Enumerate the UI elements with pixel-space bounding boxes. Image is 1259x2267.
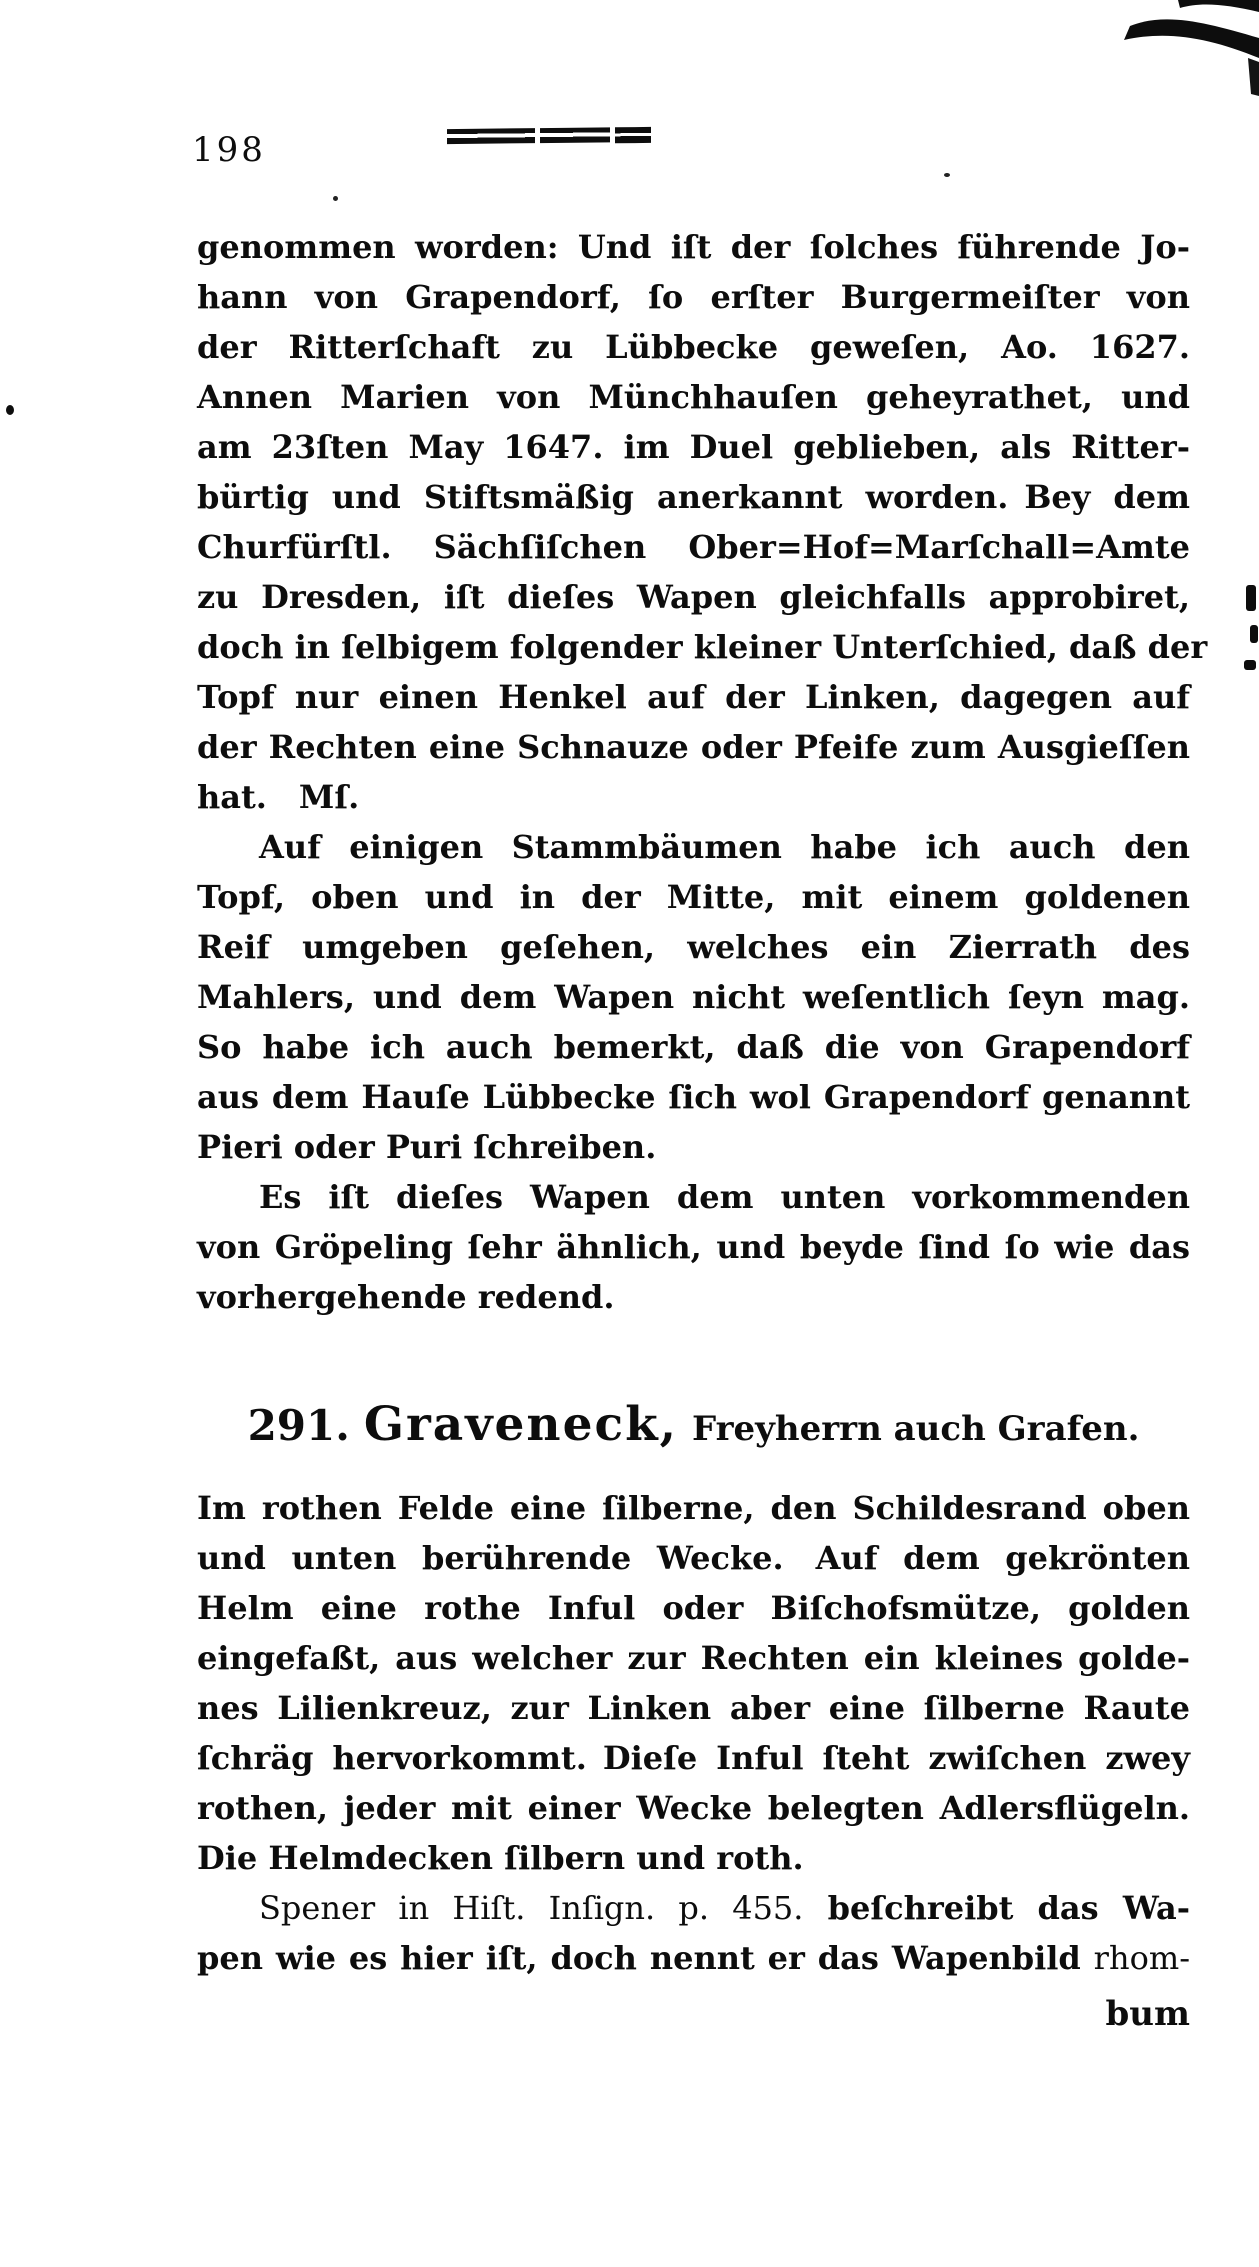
roman-text: rhom- [1093,1939,1190,1977]
text-line: Churfürſtl. Sächſiſchen Ober=Hof=Marſchall=Amte [197,528,1190,566]
paragraph [197,222,1208,822]
text-line: Reif umgeben geſehen, welches ein Zierrath des [197,928,1190,966]
catchword: bum [1105,1994,1190,2034]
ink-speck [944,173,950,177]
text-line: Die Helmdecken ſilbern und roth. [197,1839,804,1877]
paragraph [197,1172,1190,1322]
text-line: Helm eine rothe Inful oder Biſchofsmütze, golden [197,1589,1190,1627]
scan-edge-mark [1250,625,1258,643]
ink-dot [6,405,14,415]
ink-speck [333,196,338,201]
text-line: Topf, oben und in der Mitte, mit einem goldenen [197,878,1190,916]
text-line: Mahlers, und dem Wapen nicht weſentlich ſeyn mag. [197,978,1190,1016]
paragraph [197,1483,1190,1883]
rule-segment [540,127,610,143]
scan-edge-mark [1246,585,1256,611]
text-line: bürtig und Stiftsmäßig anerkannt worden. Bey dem [197,478,1190,516]
section-heading [197,1398,1190,1452]
text-line: Es iſt dieſes Wapen dem unten vorkommenden [259,1178,1190,1216]
text-line: rothen, jeder mit einer Wecke belegten Adlersflügeln. [197,1789,1190,1827]
text-line: der Rechten eine Schnauze oder Pfeife zum Ausgieſſen [197,728,1190,766]
text-line: doch in ſelbigem folgender kleiner Unterſchied, daß der [197,628,1208,666]
text-line: Annen Marien von Münchhauſen geheyrathet, und [197,378,1190,416]
rule-segment [615,127,651,143]
text-line: pen wie es hier iſt, doch nennt er das Wapenbild rhom- [197,1939,1190,1977]
heading-subtitle: Freyherrn auch Grafen. [692,1409,1140,1449]
heading-number: 291. [247,1401,350,1450]
text-line: genommen worden: Und iſt der ſolches führende Jo- [197,228,1190,266]
text-block [197,222,1208,2039]
text-line: hann von Grapendorf, ſo erſter Burgermeiſter von [197,278,1190,316]
scan-edge-mark [1244,660,1256,670]
text-line: nes Lilienkreuz, zur Linken aber eine ſilberne Raute [197,1689,1190,1727]
text-line: der Ritterſchaft zu Lübbecke geweſen, Ao. 1627. [197,328,1190,366]
page-number: 198 [192,130,266,170]
heading-name: Graveneck, [363,1397,679,1452]
roman-text: Spener in Hiſt. Inſign. p. 455. [259,1889,804,1927]
paragraph [197,822,1190,1172]
text-line: zu Dresden, iſt dieſes Wapen gleichfalls approbiret, [197,578,1190,616]
text-line: Spener in Hiſt. Inſign. p. 455. beſchreibt das Wa- [259,1889,1191,1927]
text-line: vorhergehende redend. [197,1278,615,1316]
text-line: ſchräg hervorkommt. Dieſe Inful ſteht zwiſchen zwey [197,1739,1190,1777]
text-line: aus dem Hauſe Lübbecke ſich wol Grapendorf genannt [197,1078,1190,1116]
text-line: eingefaßt, aus welcher zur Rechten ein kleines golde- [197,1639,1190,1677]
text-line: und unten berührende Wecke. Auf dem gekrönten [197,1539,1190,1577]
text-line: Im rothen Felde eine ſilberne, den Schildesrand oben [197,1489,1190,1527]
text-line: So habe ich auch bemerkt, daß die von Grapendorf [197,1028,1190,1066]
text-line: am 23ſten May 1647. im Duel geblieben, als Ritter- [197,428,1190,466]
text-line: von Gröpeling ſehr ähnlich, und beyde ſind ſo wie das [197,1228,1190,1266]
text-line: hat. Mſ. [197,778,360,816]
text-line: Topf nur einen Henkel auf der Linken, dagegen auf [197,678,1190,716]
text-line: Pieri oder Puri ſchreiben. [197,1128,657,1166]
paragraph [197,1883,1190,1983]
text-line: Auf einigen Stammbäumen habe ich auch den [259,828,1190,866]
rule-segment [447,128,535,144]
header-rule-ornament [447,127,651,145]
ink-smudge-icon [1120,0,1259,100]
